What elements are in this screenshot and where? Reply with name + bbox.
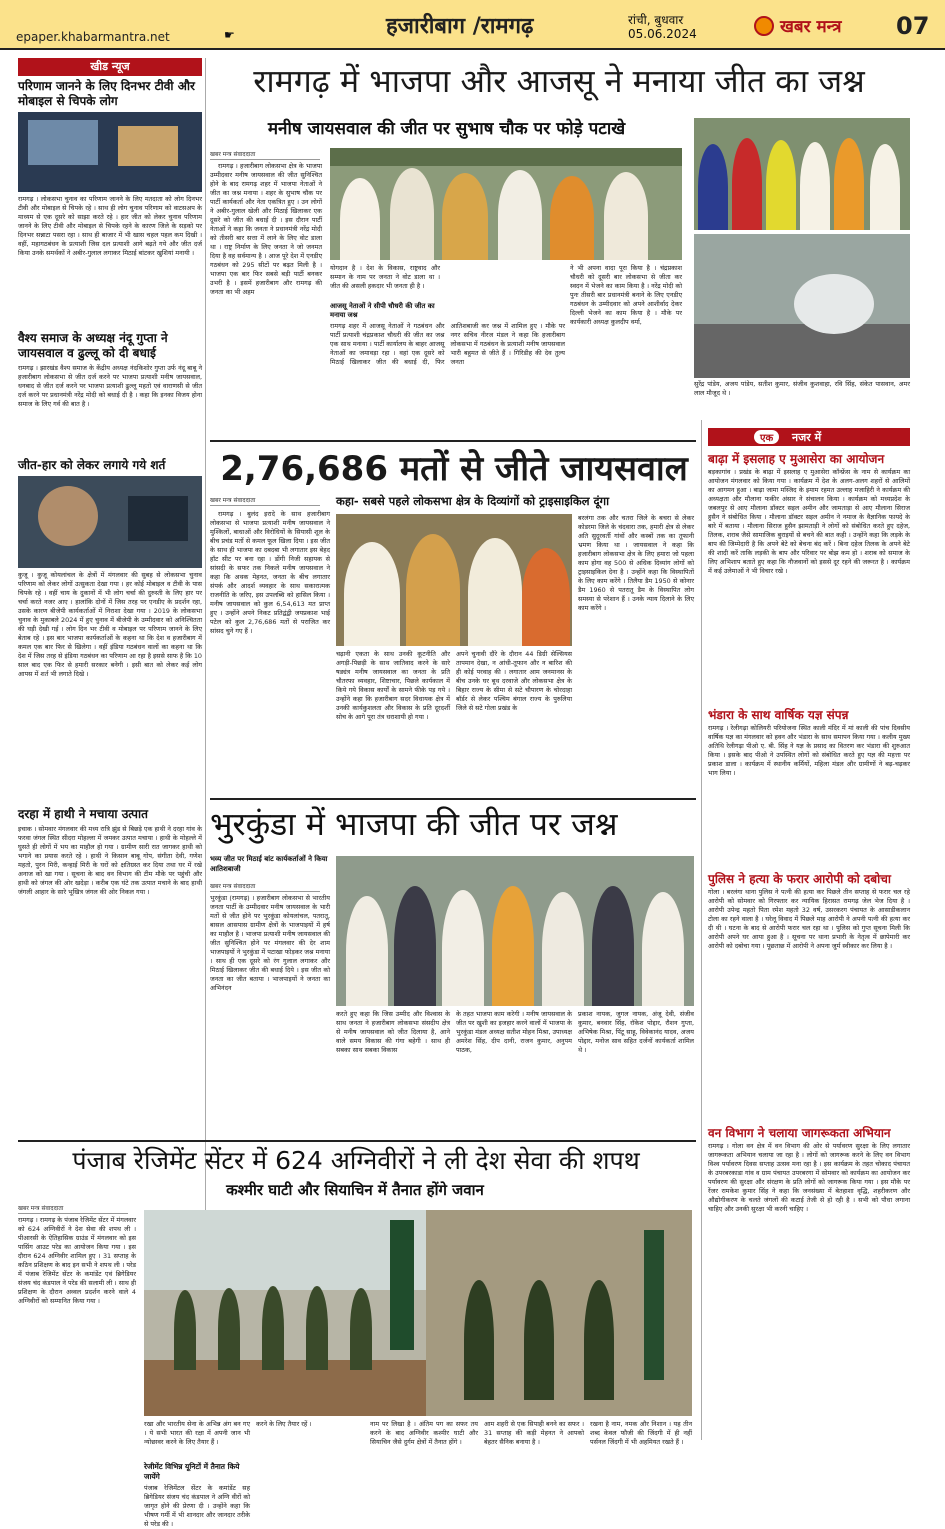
story-body: प्रकाश नायक, जुगल नायक, अंजू देवी, संजीव कुमार, बनवार सिंह, रॉकेश पोद्दार, रौशन गुप्ता, अभिषेक मिश्रा, पिंटू साहू, विवेकानंद यादव, अजय पोद्दार, मनोज साव सहित दर्जनों कार्यकर्ता शामिल थे । bbox=[578, 1010, 694, 1054]
story-body: रखा और भारतीय सेना के अभिन्न अंग बन गए । ये सभी भारत की रक्षा में अपनी जान भी न्योछावर करने के लिए तैयार हैं । bbox=[144, 1420, 250, 1446]
brief-headline[interactable]: वन विभाग ने चलाया जागरूकता अभियान bbox=[708, 1126, 891, 1140]
section-divider bbox=[210, 798, 696, 800]
section-divider bbox=[210, 440, 696, 442]
story-body: नाम पर लिखा है । अंतिम पग का सफर तय करने के बाद अग्निवीर कश्मीर घाटी और सियाचिन जैसे दुर्गम क्षेत्रों में तैनात होंगे । bbox=[370, 1420, 478, 1446]
city-day: रांची, बुधवार bbox=[628, 13, 684, 27]
nazar-badge: एक bbox=[754, 430, 779, 444]
story-body: ने भी अपना वादा पूरा किया है । चंद्रप्रकाश चौधरी को दूसरी बार लोकसभा से जीता कर स्वदन में भेजने का काम किया है । नरेंद्र मोदी को पुनः तीसरी बार प्रधानमंत्री बनाने के लिए एनडीए गठबंधन के उम्मीदवार को अपने आशीर्वाद देकर दिल्ली भेजने का काम किया है । मौके पर कार्यकारी अध्यक्ष कुलदीप वर्मा, bbox=[570, 264, 682, 326]
story-body: अपने चुनावी दौरे के दौरान 44 डिग्री सेल्सियस तापमान देखा, न आंधी-तूफान और न बारिश की ही कोई परवाह की । लगातार आम जनमानस के बीच उनके घर बूथ दरवाजे और लोकसभा क्षेत्र के बिहार राज्य के सीमा से सटे चौपारण के चोरदाहा बॉर्डर से लेकर पश्चिम बंगाल राज्य के पुरुलिया जिले से सटे गोला प्रखंड के bbox=[456, 650, 572, 712]
story-body: रामगढ़ । झारखंड वैश्य समाज के केंद्रीय अध्यक्ष नंदकिशोर गुप्ता उर्फ नंदू बाबू ने हजारीबाग लोकसभा से जीत दर्ज करने पर भाजपा प्रत्याशी मनीष जायसवाल, धनबाद से जीत दर्ज करने पर भाजपा प्रत्याशी ढुल्लू महतो एवं वाराणसी से जीत दर्ज करने पर प्रधानमंत्री नरेंद्र मोदी को बधाई दी है । कहा कि इनका विजय होना समाज के लिए गर्व की बात है । bbox=[18, 364, 202, 408]
story-body: कुजू । कुजू कोयलांचल के क्षेत्रों में मंगलवार की सुबह से लोकसभा चुनाव परिणाम को लेकर लोगों उत्सुकता देखा गया । हर कोई मोबाइल व टीवी के पास चिपके रहे । वहीं चाय के दुकानों में भी लोग चर्चा की दुरुस्ती के लिए हार पर चर्चा करते नजर आए । हालांकि दोनों में जिस तरह पर एनडीए के प्रदर्शन रहा, उसके कारण बीजेपी कार्यकर्ताओं में निराशा देखा गया । 2019 के लोकसभा चुनाव के मुकाबले 2024 में हुए चुनाव में बीजेपी के उम्मीदवार को अनिश्चितता की घड़ी देखी गई । लोग दिन भर टीवी व मोबाइल पर परिणाम जानने के लिए बेताब रहे । इस बार भाजपा कार्यकर्ताओं के कहना था कि देश व हजारीबाग में कमल एक बार फिर से खिलेगा । वहीं इंडिया गठबंधन वालों का कहना था कि देश में जिस तरह से इंडिया गठबंधन का परिणाम आ रहा है इससे साफ है कि 10 साल बाद एक फिर से हमारी सरकार बनेगी । इसी बात को लेकर कई लोग आपस में शर्त भी लगाते दिखे । bbox=[18, 571, 202, 678]
nazar-title: नजर में bbox=[792, 431, 822, 444]
brief-headline[interactable]: बाढ़ा में इसलाह ए मुआसेरा का आयोजन bbox=[708, 452, 885, 466]
brief-body: रामगढ़ । गोला वन क्षेत्र में वन विभाग की ओर से पर्यावरण सुरक्षा के लिए लगातार जागरूकता अभियान चलाया जा रहा है । लोगों को जागरूक करने के लिए वन विभाग विश्व पर्यावरण दिवस सप्ताह उत्सव मना रहा है । इस कार्यक्रम के तहत चोकाद पंचायत के उपरबरकाडा गांव व ग्राम पंचायत उपरबरगा में सोमवार को कार्यक्रम का आयोजन कर पर्यावरण की सुरक्षा और संरक्षण के प्रति लोगों को जागरूक किया गया । इस मौके पर रेंजर रामकेश कुमार सिंह ने कहा कि जनसंख्या में बेतहाशा वृद्धि, शहरीकरण और औद्योगीकरण के चलते जंगलों की कटाई तेजी से हो रही है । सभी को पौधा लगाना चाहिए और उनकी सुरक्षा भी करनी चाहिए । bbox=[708, 1142, 910, 1213]
story-body: भुरकुंडा (रामगढ़) । हजारीबाग लोकसभा से भारतीय जनता पार्टी के उम्मीदवार मनीष जायसवाल के भारी मतों से जीत होने पर भुरकुंडा कोयलांचल, पतरातू, बासल आसपास ग्रामीण क्षेत्रों के भाजपाइयों में हर्ष का माहौल है । भाजपा प्रत्याशी मनीष जायसवाल की जीत सुनिश्चित होने पर मंगलवार की देर शाम भाजपाइयों ने भुरकुंडा में पटाखा फोड़कर जश्न मनाया । साथ ही एक दूसरे को रंग गुलाल लगाकर और मिठाई खिलाकर जीत की बधाई दिये । इस जीत को जनता का जीत बताया । भाजपाइयों ने जनता का अभिनंदन bbox=[210, 894, 330, 992]
column-divider bbox=[701, 420, 702, 1440]
byline: खबर मन्त्र संवाददाता bbox=[210, 150, 320, 160]
site-url[interactable]: epaper.khabarmantra.net bbox=[16, 30, 170, 44]
subsidiary-box-title: रेजीमेंट विभिन्न यूनिटों में तैनात किये जायेंगे bbox=[144, 1462, 240, 1481]
story-body: चढ़ानी एकता के साथ उनकी कूटनीति और अगड़ी-पिछड़ी के साथ जातिवाद करने के सारे षड्यंत्र मनीष जायसवाल का जनता के प्रति चौतरफा व्यवहार, शिष्टाचार, पिछले कार्यकाल में किये गये विकास कार्यों के सामने फीके पड़ गये । उन्होंने कहा कि हजारीबाग सदर विधायक क्षेत्र में उनकी कार्यकुशलता और विकास के प्रति दूरदर्शी सोच के आगे पूरा तंत्र धराशायी हो गया । bbox=[336, 650, 450, 721]
byline: खबर मन्त्र संवाददाता bbox=[210, 496, 320, 506]
top-subhead[interactable]: मनीष जायसवाल की जीत पर सुभाष चौक पर फोड़े पटाखे bbox=[267, 119, 626, 139]
brand-logo-icon bbox=[754, 16, 774, 36]
brand-name: खबर मन्त्र bbox=[780, 17, 842, 37]
story-body: आम शहरी से एक सिपाही बनने का सफर । 31 सप्ताह की कड़ी मेहनत ने आपको बेहतर सैनिक बनाया है । bbox=[484, 1420, 584, 1446]
cursor-icon: ☛ bbox=[224, 28, 235, 42]
bhurkunda-headline[interactable]: भुरकुंडा में भाजपा की जीत पर जश्न bbox=[210, 805, 618, 843]
inset-caption: आजसू नेताओं ने सीपी चौधरी की जीत का मनाया जश्न bbox=[330, 302, 435, 319]
brief-body: गोला । बरलंगा थाना पुलिस ने पत्नी की हत्या कर पिछले तीन सप्ताह से फरार चल रहे आरोपी को सोमवार को गिरफ्तार कर न्यायिक हिरासत रामगढ़ जेल भेज दिया है । आरोपी उपेन्द्र महतो पिता रमेश महतो 32 वर्ष, उसरकरग पंचायत के आसाडीकलान टोला का रहने वाला है । घरेलू विवाद में पिछले माह आरोपी ने अपनी पत्नी की हत्या कर दी थी । घटना के बाद से आरोपी फरार चल रहा था । पुलिस को गुप्त सूचना मिली कि आरोपी अपने घर आया हुआ है । सूचना पर थाना प्रभारी के नेतृत्व में छापेमारी कर आरोपी को दबोचा गया । पूछताछ में आरोपी ने अपना जुर्म स्वीकार कर लिया है । bbox=[708, 888, 910, 950]
story-body: के तहत भाजपा काम करेगी । मनीष जायसवाल के जीत पर खुशी का इजहार करने वालों में भाजपा के भुरकुंडा मंडल अध्यक्ष सतीश मोहन मिश्रा, उपाध्यक्ष अमरेश सिंह, दीप दानी, राजन कुमार, अनुपम पाठक, bbox=[456, 1010, 572, 1054]
story-body: इचाक । सोमवार मंगलवार की मध्य रात्रि झुंड से बिछड़े एक हाथी ने दरहा गांव के फरवा जंगल स्थित सीदरा मोहल्ला में जमकर उत्पात मचाया । हाथी के मोहल्ले में घुसते ही लोगों में भय का माहौल हो गया । ग्रामीण सारी रात जागकर हाथी को भगाने का प्रयास करते रहे । हाथी ने किसान बाबू गोप, संगीता देवी, गणेश महतो, पुरन मिरी, कन्हाई मिरी के घरों को क्षतिग्रस्त कर दिया तथा घर में रखे अनाज को खा गया । सूचना के बाद वन विभाग की टीम मौके पर पहुंची और हाथी को जंगल की ओर खदेड़ा । करीब एक घंटे तक उत्पात मचाने के बाद हाथी जंगली आहार के सारे भूखित्र जंगल की ओर निकल गया । bbox=[18, 825, 202, 896]
photo-caption: सुरेंद्र पांडेय, अजय पांडेय, सतीश कुमार, संजीव कुशवाहा, रवि सिंह, संकेत पासवान, अमर लाल मौजूद थे । bbox=[694, 380, 910, 397]
story-headline[interactable]: दरहा में हाथी ने मचाया उत्पात bbox=[18, 807, 148, 821]
celebration-photo bbox=[336, 856, 694, 1006]
story-body: रामगढ़ । हजारीबाग लोकसभा क्षेत्र के भाजपा उम्मीदवार मनीष जायसवाल की जीत सुनिश्चित होने के बाद रामगढ़ शहर में भाजपा नेताओं ने जीत का जश्न मनाया । शहर के सुभाष चौक पर पार्टी कार्यकर्ता और नेता एकत्रित हुए । उन लोगों ने अबीर-गुलाल खेली और मिठाई खिलाकर एक दूसरे को जीत की बधाई दी । इस दौरान पार्टी नेताओं ने कहा कि जनता ने प्रधानमंत्री नरेंद्र मोदी को तीसरी बार सत्ता में लाने के लिए वोट डाला था । राष्ट्र निर्माण के लिए जनता ने जो जनमत दिया है वह सर्वमान्य है । आज पूरे देश में एनडीए गठबंधन को 295 सीटों पर बढ़त मिली है । भाजपा एक बार फिर सबसे बड़ी पार्टी बनकर उभरी है । इसमें हजारीबाग और रामगढ़ की जनता का भी अहम bbox=[210, 162, 322, 296]
subsidiary-box-body: पंजाब रेजिमेंटल सेंटर के कमांडेंट सह ब्रिगेडियर संजय चंद कंडपाल ने अग्नि वीरों को जागृत होने की प्रेरणा दी । उन्होंने कहा कि भीषण गर्मी में भी शानदार और जानदार तरीके से परेड की । bbox=[144, 1484, 250, 1528]
story-body: रामगढ़ । बुलंद इरादे के साथ हजारीबाग लोकसभा से भाजपा प्रत्याशी मनीष जायसवाल ने मुश्किलों, बाधाओं और विरोधियों के सियासी शूल के बीच प्रचंड मतों से कमल फूल खिला दिया । इस जीत के साथ ही भाजपा का दबदबा भी लगातार इस बेहद हॉट सीट पर बना रहा । डोंगी निजी सहायक से सांसदी के सफर तक निकले मनीष जायसवाल ने कहा कि अथक मेहनत, जनता के बीच लगातार संपर्क और आदर्श व्यवहार के साथ सकारात्मक राजनीति के जरिए, इस उपलब्धि को हासिल किया । मनीष जायसवाल को कुल 6,54,613 मत प्राप्त हुए । उन्होंने अपने निकट प्रतिद्वंद्वी जयप्रकाश भाई पटेल को कुल 2,76,686 मतों से पराजित कर सांसद चुने गए हैं । bbox=[210, 510, 330, 635]
bhurkunda-subhead: भव्य जीत पर मिठाई बांट कार्यकर्ताओं ने किया आतिशबाजी bbox=[210, 855, 328, 873]
section-title: हजारीबाग /रामगढ़ bbox=[386, 14, 534, 39]
brief-headline[interactable]: पुलिस ने हत्या के फरार आरोपी को दबोचा bbox=[708, 872, 891, 886]
jaiswal-headline[interactable]: 2,76,686 मतों से जीते जायसवाल bbox=[220, 449, 688, 489]
nazar-header bbox=[708, 428, 910, 446]
story-body: रखना है नाम, नमक और निशान । यह तीन शब्द केवल फौजी की जिंदगी में ही नहीं पर्सनल जिंदगी में भी अहमियत रखते हैं । bbox=[590, 1420, 692, 1446]
story-headline[interactable]: जीत-हार को लेकर लगाये गये शर्त bbox=[18, 458, 166, 472]
story-photo bbox=[18, 476, 202, 568]
celebration-photo bbox=[330, 148, 682, 260]
story-body: बरलंगा तक और चतरा जिले के बचरा से लेकर कोडरमा जिले के चंदवारा तक, हमारी क्षेत्र से लेकर अति सुदूरवर्ती गांवों और कस्बों तक का तूफानी भ्रमण किया था । जायसवाल ने कहा कि हजारीबाग लोकसभा क्षेत्र के लिए हमारा जो पहला काम होगा वह 500 से अधिक दिव्यांग लोगों को ट्राइसाइकिल देना है । उन्होंने कहा कि विस्थापितों के लिए काम करेंगे । तिलैया डैम 1950 से कोनार डैम 1960 से पतरातू डैम के विस्थापित लोग समस्या से परेशान हैं । उनके न्याय दिलाने के लिए काम करेंगे । bbox=[578, 514, 694, 612]
brief-headline[interactable]: भंडारा के साथ वार्षिक यज्ञ संपन्न bbox=[708, 708, 849, 722]
brief-body: बड़कागांव । प्रखंड के बाढ़ा में इसलाह ए मुआसेरा कॉन्फ्रेंस के नाम से कार्यक्रम का आयोजन मंगलवार को किया गया । कार्यक्रम में देश के अलग-अलग शहरों से आलिमों का आगमन हुआ । बाढ़ा जामा मस्जिद के इमाम रहमत उल्लाह मजाहिरी ने कार्यक्रम की अध्यक्षता और मौलाना फकीर अंसार ने संचालन किया । कार्यक्रम को मध्यप्रदेश के जबलपुर से आए मौलाना डॉक्टर सइल अमीन और जामताड़ा से आए मौलाना सिराज हुसैन ने संबोधित किया । मौलाना डॉक्टर सइल अमीन ने नमाज के वैज्ञानिक फायदे के बारे में बताया । मौलाना सिराज हुसैन झामताड़ी ने लोगों को संबोधित करते हुए दहेज, तिलक, शराब जैसे सामाजिक बुराइयों से बचने की बात कही । उन्होंने कहा कि लड़के के बाप की जिम्मेदारी है कि अपने बेटे को बेचना बंद करें । बिना दहेज तिलक के अपने बेटे की शादी करें ताकि लड़की के बाप और परिवार पर बोझ कम हो । शराब को समाज के लिए अभिशाप बताते हुए कहा कि नौजवानों को इससे दूर रहने की जरूरत है । कार्यक्रम में कई उलेमाओं ने भी विचार रखे । bbox=[708, 468, 910, 575]
story-photo bbox=[18, 112, 202, 192]
jaiswal-subhead: कहा- सबसे पहले लोकसभा क्षेत्र के दिव्यांगों को ट्राइसाइकिल दूंगा bbox=[336, 494, 610, 508]
masthead bbox=[0, 0, 945, 50]
parade-photo bbox=[144, 1210, 692, 1416]
kicker-label: खीड न्यूज bbox=[18, 58, 202, 76]
story-body: योगदान है । देश के विकास, राष्ट्रवाद और सम्मान के नाम पर जनता ने वोट डाला था । जीत की असली हकदार भी जनता ही है । bbox=[330, 264, 440, 290]
story-body: रामगढ़ । रामगढ़ के पंजाब रेजिमेंट सेंटर में मंगलवार को 624 अग्निवीरों ने देश सेवा की शपथ ली । पीआरसी के ऐतिहासिक ग्राउंड में मंगलवार को इस पासिंग आउट परेड का आयोजन किया गया । इस दौरान 624 अग्निवीर शामिल हुए । 31 सप्ताह के कठिन प्रशिक्षण के बाद इन सभी ने शपथ ली । परेड में पंजाब रेजिमेंट सेंटर के कमांडेंट एवं ब्रिगेडियर संजय चंद कंडपाल ने परेड की सलामी ली । साथ ही प्रशिक्षण के दौरान अव्वल प्रदर्शन करने वाले 4 अग्निवीरों को सम्मानित किया गया । bbox=[18, 1216, 136, 1305]
byline: खबर मन्त्र संवाददाता bbox=[210, 882, 320, 892]
page-number: 07 bbox=[896, 12, 930, 40]
story-body: रामगढ़ शहर में आजसू नेताओं ने गठबंधन और पार्टी प्रत्याशी चंद्रप्रकाश चौधरी की जीत का जश्न एक साथ मनाया । पार्टी कार्यालय के बाहर आजसू नेताओं का जमावड़ा रहा । वहां एक दूसरे को मिठाई खिलाकर जीत की बधाई दी, फिर आतिशबाजी कर जश्न में शामिल हुए । मौके पर नगर सचिव नीरज मंडल ने कहा कि हजारीबाग लोकसभा में गठबंधन के प्रत्याशी मनीष जायसवाल भारी बहुमत से जीते हैं । गिरिडीह की देव तुल्य जनता bbox=[330, 322, 565, 366]
story-headline[interactable]: परिणाम जानने के लिए दिनभर टीवी और मोबाइल से चिपके लोग bbox=[18, 79, 195, 108]
issue-date: 05.06.2024 bbox=[628, 27, 697, 41]
celebration-photo bbox=[694, 118, 910, 230]
agniveer-subhead[interactable]: कश्मीर घाटी और सियाचिन में तैनात होंगे जवान bbox=[226, 1181, 484, 1199]
candidate-photo bbox=[336, 514, 572, 646]
agniveer-headline[interactable]: पंजाब रेजिमेंट सेंटर में 624 अग्निवीरों ने ली देश सेवा की शपथ bbox=[72, 1146, 640, 1175]
top-headline[interactable]: रामगढ़ में भाजपा और आजसू ने मनाया जीत का जश्न bbox=[253, 62, 865, 100]
story-headline[interactable]: वैश्य समाज के अध्यक्ष नंदू गुप्ता ने जायसवाल व ढुल्लू को दी बधाई bbox=[18, 331, 168, 360]
section-divider bbox=[18, 1140, 696, 1142]
story-body: रामगढ़ । लोकसभा चुनाव का परिणाम जानने के लिए मतदाता को लोग दिनभर टीवी और मोबाइल से चिपके रहे । साथ ही लोग चुनाव परिणाम को वाटसअप के माध्यम से एक दूसरे को साझा करते रहे । हार जीत को लेकर चुनाव परिणाम जानने के लिए टीवी और मोबाइल से चिपके रहने के कारण जिले के सड़को पर दिनभर सन्नाटा पसरा रहा । साथ ही बाजार में भी खास चहल पहल कम दिखी । वहीं, महागठबंधन के प्रत्याशी जिस दल प्रत्याशी आगे बढ़ते गये और जीत दर्ज किया उनके समर्थकों ने अबीर-गुलाल लगाकर मिठाई बांटकर खुशियां मनायी । bbox=[18, 195, 202, 257]
brief-body: रामगढ़ । रेलीगढ़ा कोलियरी परियोजना स्थित काली मंदिर में मां काली की पांच दिवसीय वार्षिक यज्ञ का मंगलवार को हवन और भंडारा के साथ समापन किया गया । कलीय मुख्य अतिथि रेलीगढ़ा पीओ ए. बी. सिंह ने यज्ञ के प्रसाद का वितरण कर भंडारा की शुरुआत किया । इसके बाद पीओ ने उपस्थित लोगों को संबोधित करते हुए यज्ञ की महत्ता पर प्रकाश डाला । कार्यक्रम में स्थानीय कर्मियों, महिला मंडल और ग्रामीणों ने बढ़-चढ़कर भाग लिया । bbox=[708, 724, 910, 777]
nazar-column bbox=[708, 452, 910, 1402]
byline: खबर मन्त्र संवाददाता bbox=[18, 1204, 128, 1214]
story-body: करते हुए कहा कि जिस उम्मीद और विश्वास के साथ जनता ने हजारीबाग लोकसभा संसदीय क्षेत्र से मनीष जायसवाल को जीत दिलाया है, आने वाले समय विकास की गंगा बहेगी । साथ ही सबका साथ सबका विकास bbox=[336, 1010, 450, 1054]
story-body: करने के लिए तैयार रहें । bbox=[256, 1420, 312, 1428]
fireworks-photo bbox=[694, 234, 910, 378]
